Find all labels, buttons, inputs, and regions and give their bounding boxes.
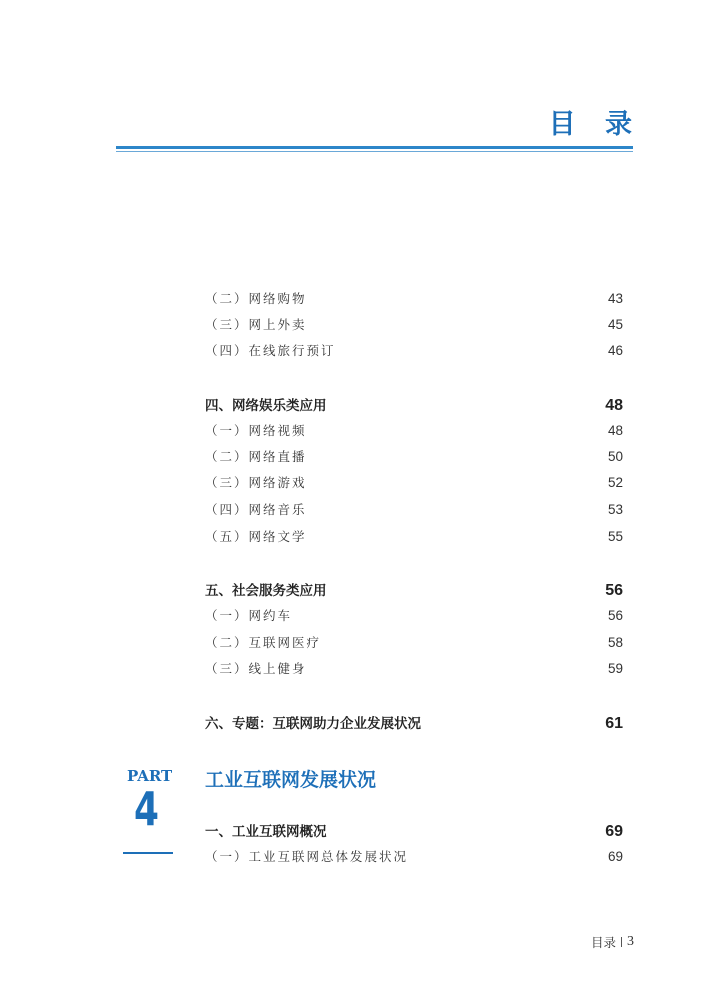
toc-entry-page: 69 (605, 823, 623, 840)
toc-entry-page: 53 (607, 502, 623, 517)
footer-separator (621, 937, 622, 947)
toc-section-heading[interactable] (205, 712, 623, 733)
toc-entry-label: （一）工业互联网总体发展状况 (205, 849, 409, 864)
toc-entry-page: 59 (607, 661, 623, 676)
toc-entry-label: （二）互联网医疗 (205, 635, 322, 650)
part-underline (123, 852, 173, 854)
footer-page-number: 3 (627, 934, 634, 949)
toc-entry-label: 六、专题：互联网助力企业发展状况 (205, 716, 421, 732)
toc-entry-label: （一）网络视频 (205, 423, 307, 438)
toc-entry-page: 46 (607, 343, 623, 358)
toc-entry-page: 43 (607, 291, 623, 306)
part-title[interactable]: 工业互联网发展状况 (205, 769, 377, 791)
toc-entry-page: 56 (607, 608, 623, 623)
toc-entry-page: 61 (605, 715, 623, 732)
toc-entry-label: （三）网络游戏 (205, 475, 307, 490)
page-footer (591, 933, 634, 951)
toc-entry-page: 48 (607, 423, 623, 438)
part-number: 4 (134, 782, 159, 836)
toc-entry-page: 52 (607, 475, 623, 490)
toc-entry-label: （四）在线旅行预订 (205, 343, 336, 358)
footer-section-label: 目录 (590, 935, 616, 950)
toc-entry[interactable] (205, 289, 623, 307)
toc-entry-page: 56 (605, 582, 623, 599)
toc-entry[interactable] (205, 847, 623, 865)
toc-entry-label: （一）网约车 (205, 608, 293, 623)
toc-entry[interactable] (205, 500, 623, 518)
toc-section-heading[interactable] (205, 579, 623, 600)
title-divider (116, 146, 633, 149)
toc-entry-page: 50 (607, 449, 623, 464)
toc-entry-label: （四）网络音乐 (205, 502, 307, 517)
toc-entry-label: （三）线上健身 (205, 661, 307, 676)
page-title: 目 录 (548, 109, 642, 140)
toc-entry-label: 五、社会服务类应用 (205, 583, 327, 599)
toc-entry-page: 69 (607, 849, 623, 864)
toc-entry[interactable] (205, 341, 623, 359)
toc-entry-label: （二）网络购物 (205, 291, 307, 306)
toc-section-heading[interactable] (205, 394, 623, 415)
toc-entry-page: 45 (607, 317, 623, 332)
toc-entry-page: 48 (605, 397, 623, 414)
part-label: PART (127, 767, 173, 785)
toc-entry[interactable] (205, 606, 623, 624)
toc-entry-label: 四、网络娱乐类应用 (205, 398, 327, 414)
toc-entry[interactable] (205, 315, 623, 333)
toc-entry-page: 58 (607, 635, 623, 650)
title-divider-thin (116, 151, 633, 152)
toc-section-heading[interactable] (205, 820, 623, 841)
toc-entry-label: （五）网络文学 (205, 529, 307, 544)
toc-entry[interactable] (205, 421, 623, 439)
toc-entry[interactable] (205, 473, 623, 491)
toc-entry-label: （三）网上外卖 (205, 317, 307, 332)
toc-entry[interactable] (205, 447, 623, 465)
toc-entry-label: 一、工业互联网概况 (205, 824, 327, 840)
toc-entry[interactable] (205, 633, 623, 651)
toc-entry[interactable] (205, 659, 623, 677)
toc-entry-page: 55 (607, 529, 623, 544)
toc-entry-label: （二）网络直播 (205, 449, 307, 464)
toc-entry[interactable] (205, 527, 623, 545)
